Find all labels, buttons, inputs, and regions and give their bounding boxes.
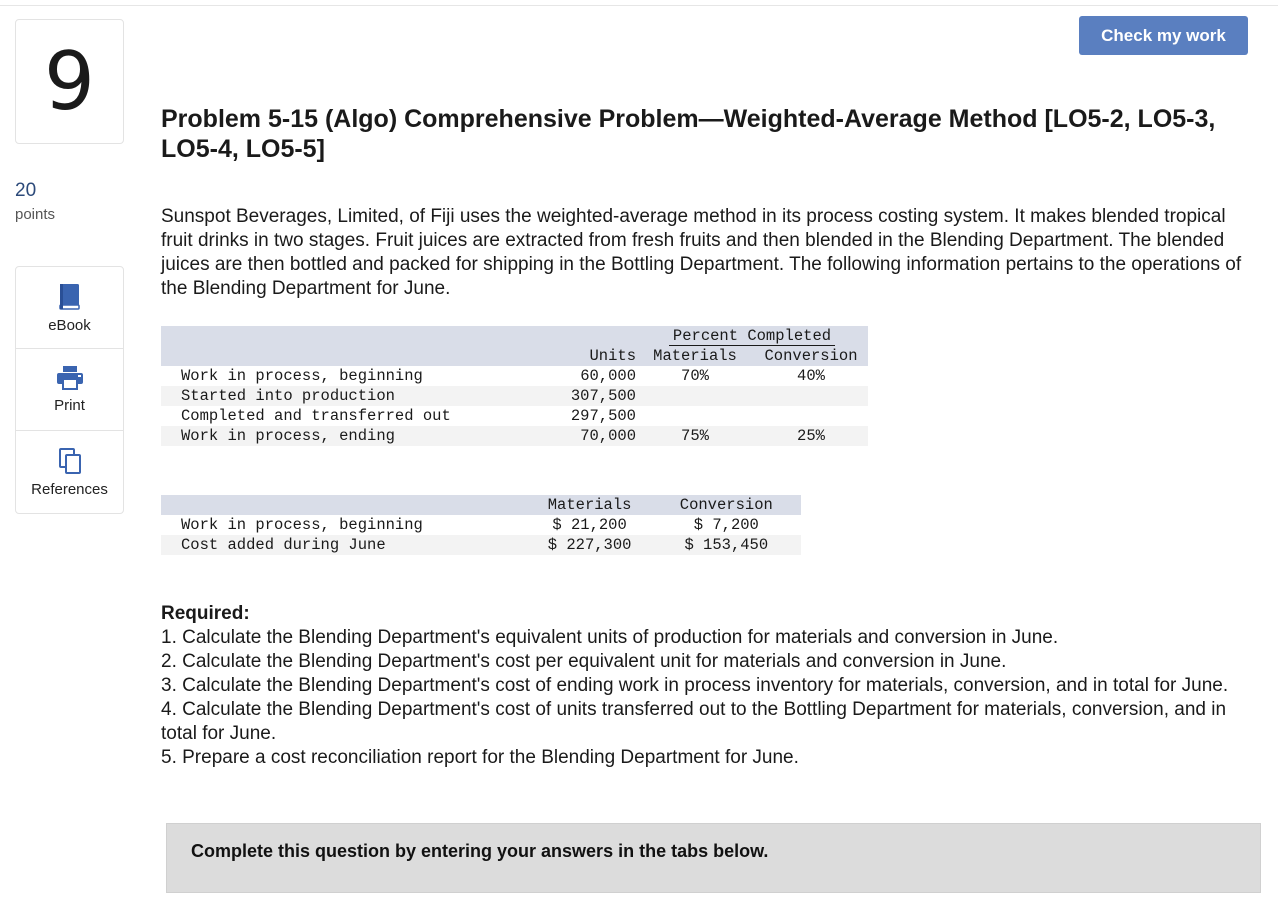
required-item: 2. Calculate the Blending Department's cost per equivalent unit for materials and conversion in June.	[161, 651, 1007, 672]
materials-col-header: Materials	[636, 346, 754, 366]
required-section	[161, 602, 1251, 770]
units-table-group-header-row	[161, 326, 868, 346]
print-label: Print	[54, 397, 85, 414]
cost-materials-col-header: Materials	[528, 495, 652, 515]
required-heading: Required:	[161, 603, 250, 624]
table-row: Cost added during June $ 227,300 $ 153,450	[161, 535, 801, 555]
points-label: points	[15, 206, 56, 223]
print-icon	[56, 365, 84, 391]
references-label: References	[31, 481, 108, 498]
tools-panel	[15, 266, 124, 514]
required-item: 1. Calculate the Blending Department's equivalent units of production for materials and conversion in June.	[161, 627, 1059, 648]
question-number: 9	[15, 19, 124, 144]
problem-title: Problem 5-15 (Algo) Comprehensive Problem—Weighted-Average Method [LO5-2, LO5-3, LO5-4, LO5-5]	[161, 105, 1216, 163]
units-table	[161, 326, 868, 446]
check-my-work-button[interactable]: Check my work	[1079, 16, 1248, 55]
complete-instruction-box	[166, 823, 1261, 893]
ebook-icon	[58, 283, 82, 311]
ebook-button[interactable]	[16, 267, 123, 349]
units-col-header: Units	[539, 346, 636, 366]
required-item: 3. Calculate the Blending Department's cost of ending work in process inventory for materials, conversion, and in total for June.	[161, 675, 1229, 696]
cost-table	[161, 495, 801, 555]
conversion-col-header: Conversion	[754, 346, 868, 366]
required-item: 5. Prepare a cost reconciliation report for the Blending Department for June.	[161, 747, 799, 768]
cost-table-header-row	[161, 495, 801, 515]
ebook-label: eBook	[48, 317, 91, 334]
percent-completed-header: Percent Completed	[669, 327, 835, 346]
print-button[interactable]	[16, 349, 123, 431]
table-row: Work in process, beginning 60,000 70% 40%	[161, 366, 868, 386]
table-row: Work in process, beginning $ 21,200 $ 7,200	[161, 515, 801, 535]
references-button[interactable]	[16, 431, 123, 512]
table-row: Started into production 307,500	[161, 386, 868, 406]
table-row: Work in process, ending 70,000 75% 25%	[161, 426, 868, 446]
points-value: 20	[15, 180, 37, 201]
references-icon	[57, 447, 83, 475]
problem-intro: Sunspot Beverages, Limited, of Fiji uses the weighted-average method in its process costing system. It makes blended tropical fruit drinks in two stages. Fruit juices are extracted from fresh fruits and then blended in the Blending Department. The blended juices are then bottled and packed for shipping in the Bottling Department. The following information pertains to the operations of the Blending Department for June.	[161, 206, 1242, 299]
top-divider	[0, 5, 1278, 6]
complete-instruction-text: Complete this question by entering your answers in the tabs below.	[191, 841, 769, 861]
units-table-header-row	[161, 346, 868, 366]
cost-conversion-col-header: Conversion	[652, 495, 801, 515]
required-item: 4. Calculate the Blending Department's cost of units transferred out to the Bottling Department for materials, conversion, and in total for June.	[161, 699, 1227, 744]
table-row: Completed and transferred out 297,500	[161, 406, 868, 426]
